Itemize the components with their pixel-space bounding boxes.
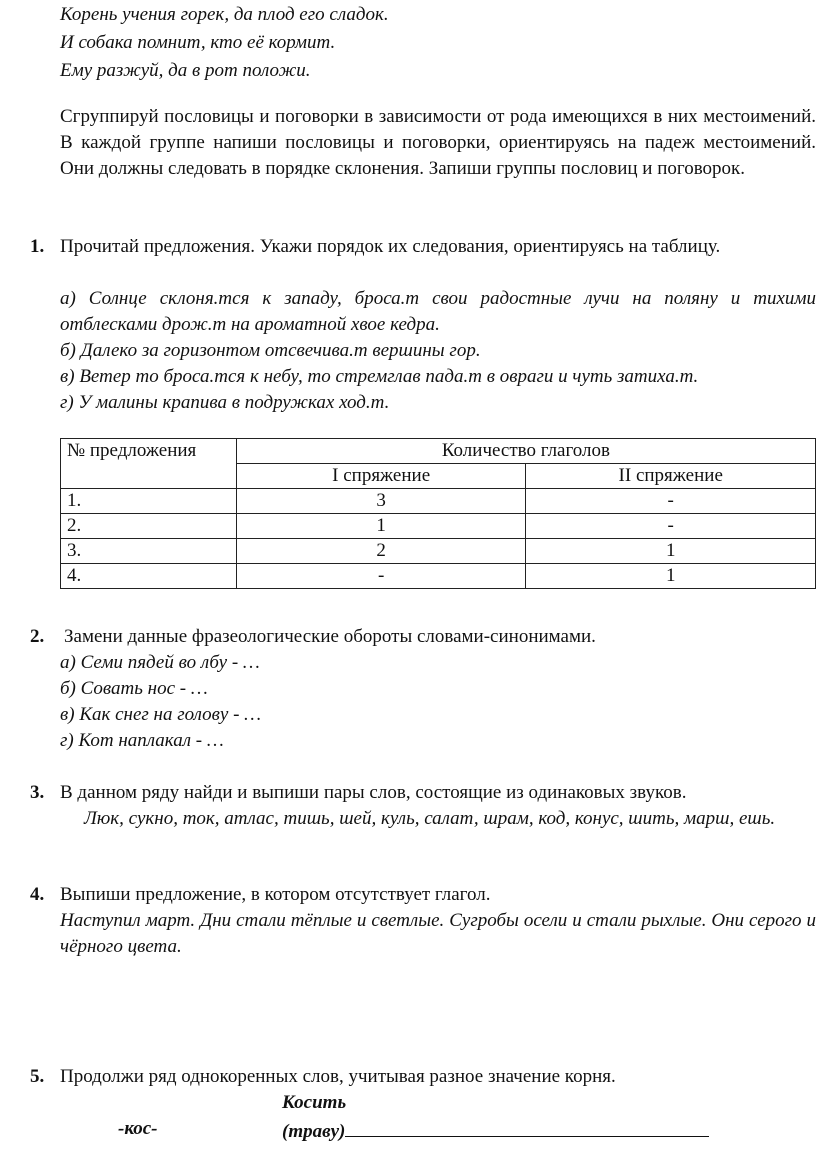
table-cell-conj2: - xyxy=(526,489,816,514)
table-row xyxy=(61,489,816,514)
table-cell-number: 3. xyxy=(61,539,237,564)
task3-words: Люк, сукно, ток, атлас, тишь, шей, куль, салат, шрам, код, конус, шить, марш, ешь. xyxy=(84,808,776,829)
task1-sentence: в) Ветер то броса.тся к небу, то стремглав пада.т в овраги и чуть затиха.т. xyxy=(60,366,699,387)
table-header-number: № предложения xyxy=(61,439,237,489)
task2-item: в) Как снег на голову - … xyxy=(60,704,262,725)
task5-hint: (траву) xyxy=(282,1121,346,1142)
task3-instruction: В данном ряду найди и выпиши пары слов, состоящие из одинаковых звуков. xyxy=(60,782,687,803)
task-number: 1. xyxy=(30,236,45,257)
table-cell-conj1: - xyxy=(236,564,526,589)
table-cell-number: 1. xyxy=(61,489,237,514)
task2-instruction: Замени данные фразеологические обороты словами-синонимами. xyxy=(64,626,596,647)
table-row xyxy=(61,564,816,589)
task-number: 5. xyxy=(30,1066,45,1087)
proverb-line: И собака помнит, кто её кормит. xyxy=(60,32,336,53)
task2-item: а) Семи пядей во лбу - … xyxy=(60,652,260,673)
table-cell-number: 4. xyxy=(61,564,237,589)
task-number: 3. xyxy=(30,782,45,803)
intro-task-text: Сгруппируй пословицы и поговорки в зависимости от рода имеющихся в них местоимений. В каждой группе напиши пословицы и поговорки, ориентируясь на падеж местоимений. Они должны следовать в порядке склонения. Запиши группы пословиц и поговорок. xyxy=(60,106,816,179)
table-row xyxy=(61,539,816,564)
task4-instruction: Выпиши предложение, в котором отсутствует глагол. xyxy=(60,884,491,905)
task-number: 2. xyxy=(30,626,45,647)
table-cell-conj2: 1 xyxy=(526,564,816,589)
task1-instruction: Прочитай предложения. Укажи порядок их следования, ориентируясь на таблицу. xyxy=(60,236,721,257)
task2-item: б) Совать нос - … xyxy=(60,678,208,699)
task4-text: Наступил март. Дни стали тёплые и светлые. Сугробы осели и стали рыхлые. Они серого и чёрного цвета. xyxy=(60,910,816,957)
table-header-count: Количество глаголов xyxy=(236,439,815,464)
table-cell-conj1: 2 xyxy=(236,539,526,564)
proverb-line: Корень учения горек, да плод его сладок. xyxy=(60,4,389,25)
task1-sentence: а) Солнце склоня.тся к западу, броса.т свои радостные лучи на поляну и тихими отблесками дрож.т на ароматной хвое кедра. xyxy=(60,288,816,335)
task1-sentence: б) Далеко за горизонтом отсвечива.т вершины гор. xyxy=(60,340,481,361)
table-row xyxy=(61,514,816,539)
task2-item: г) Кот наплакал - … xyxy=(60,730,224,751)
table-cell-conj1: 1 xyxy=(236,514,526,539)
table-cell-number: 2. xyxy=(61,514,237,539)
table-cell-conj2: 1 xyxy=(526,539,816,564)
task1-sentence: г) У малины крапива в подружках ход.т. xyxy=(60,392,390,413)
task5-root: -кос- xyxy=(118,1118,158,1139)
task-number: 4. xyxy=(30,884,45,905)
proverb-line: Ему разжуй, да в рот положи. xyxy=(60,60,311,81)
verbs-table xyxy=(60,438,816,589)
task5-word: Косить xyxy=(282,1092,347,1113)
answer-line xyxy=(345,1116,709,1137)
task5-hint-row xyxy=(282,1116,709,1145)
table-cell-conj2: - xyxy=(526,514,816,539)
table-header-conj2: II спряжение xyxy=(526,464,816,489)
task5-instruction: Продолжи ряд однокоренных слов, учитывая разное значение корня. xyxy=(60,1066,616,1087)
table-header-conj1: I спряжение xyxy=(236,464,526,489)
table-cell-conj1: 3 xyxy=(236,489,526,514)
